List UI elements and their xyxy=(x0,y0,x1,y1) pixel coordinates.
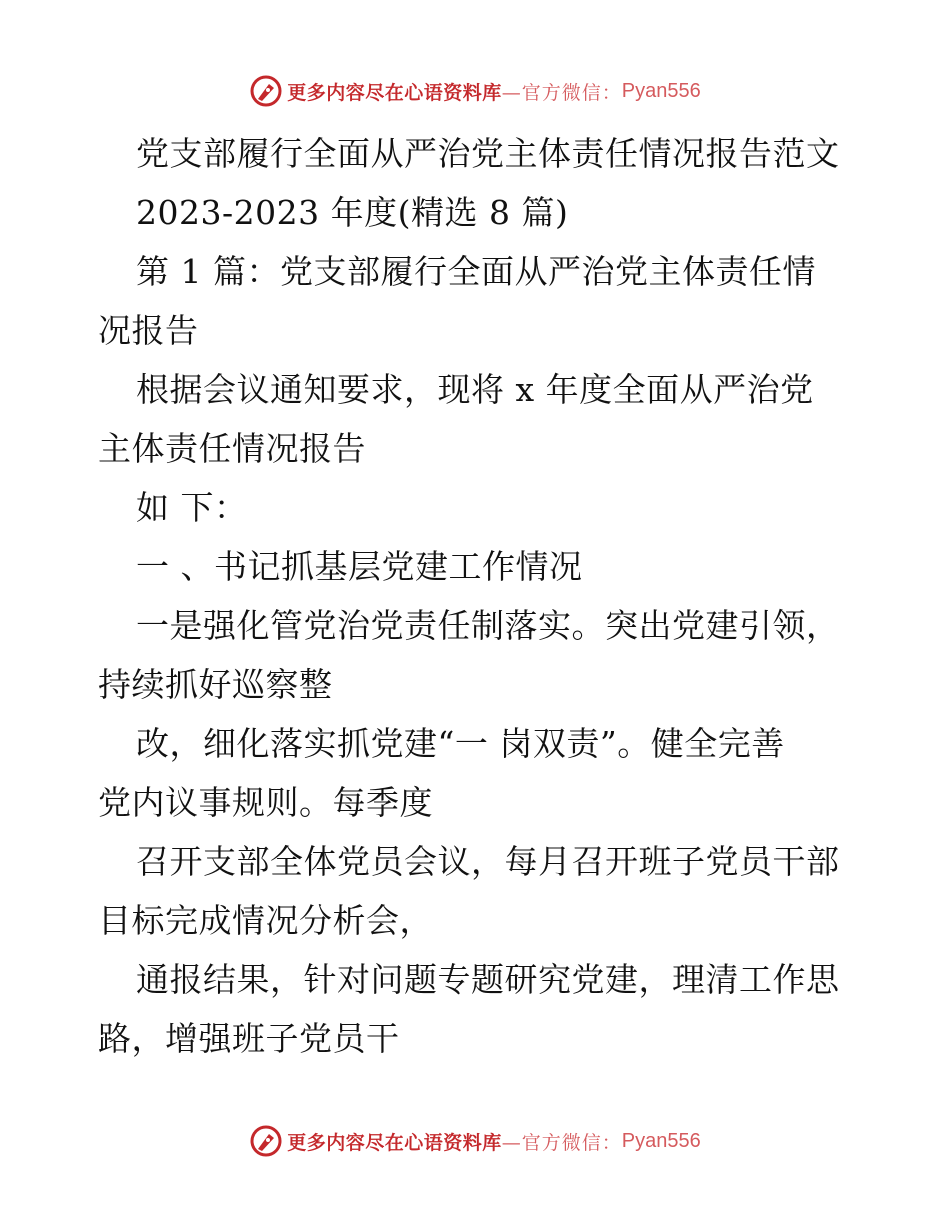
footer-watermark xyxy=(0,1121,950,1161)
paragraph-line: 路，增强班子党员干 xyxy=(98,1019,400,1058)
paragraph-line: 召开支部全体党员会议，每月召开班子党员干部 xyxy=(136,842,840,881)
paragraph-line: 持续抓好巡察整 xyxy=(98,665,333,704)
document-title-line-2: 2023-2023 年度(精选 8 篇) xyxy=(136,193,569,232)
watermark-wechat-label: —官方微信： xyxy=(501,81,622,104)
subsection-heading: 一 、书记抓基层党建工作情况 xyxy=(136,547,583,586)
section-heading-line-1: 第 1 篇：党支部履行全面从严治党主体责任情 xyxy=(136,252,816,291)
pen-nib-circle-icon xyxy=(249,1124,283,1158)
watermark-wechat-id: Pyan556 xyxy=(621,79,701,102)
watermark-site-text: 更多内容尽在心语资料库 xyxy=(287,1131,502,1154)
paragraph-line: 根据会议通知要求，现将 x 年度全面从严治党 xyxy=(136,370,814,409)
document-body xyxy=(98,124,858,1068)
watermark-wechat-label: —官方微信： xyxy=(501,1131,622,1154)
paragraph-line: 主体责任情况报告 xyxy=(98,429,366,468)
paragraph-line: 目标完成情况分析会， xyxy=(98,901,433,940)
watermark-site-text: 更多内容尽在心语资料库 xyxy=(287,81,502,104)
watermark-wechat-id: Pyan556 xyxy=(621,1129,701,1152)
paragraph-line: 如 下： xyxy=(136,488,248,527)
section-heading-line-2: 况报告 xyxy=(98,311,199,350)
paragraph-line: 一是强化管党治党责任制落实。突出党建引领， xyxy=(136,606,840,645)
paragraph-line: 党内议事规则。每季度 xyxy=(98,783,433,822)
document-title-line-1: 党支部履行全面从严治党主体责任情况报告范文 xyxy=(136,134,840,173)
paragraph-line: 改，细化落实抓党建“一 岗双责”。健全完善 xyxy=(136,724,785,763)
paragraph-line: 通报结果，针对问题专题研究党建，理清工作思 xyxy=(136,960,840,999)
header-watermark xyxy=(0,71,950,111)
pen-nib-circle-icon xyxy=(249,74,283,108)
